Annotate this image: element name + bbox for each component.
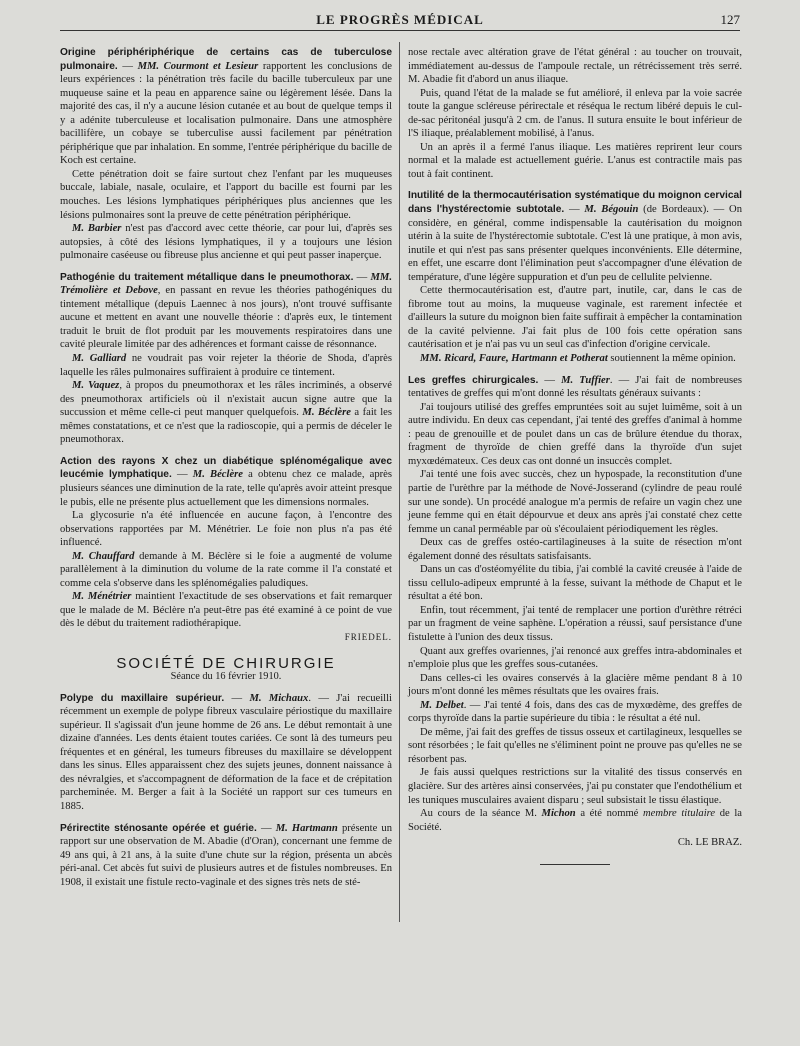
article-paragraph: Cette pénétration doit se faire surtout chez l'enfant par les muqueuses buccale, labiale, nasale, oculaire, et l'apport du bacille est fourni par les mouches. Les lésions lymphatiques périphériques plus anciennes que les lésions pulmonaires sont la preuve de cette pénétration périphérique. [60, 168, 392, 221]
article-paragraph: Inutilité de la thermocautérisation systématique du moignon cervical dans l'hystérectomie subtotale. — M. Bégouin (de Bordeaux). — On considère, en général, comme indispensable la cautérisation du moignon utérin à la suite de l'hystérectomie subtotale. C'est là une pratique, à mon avis, inutile et qui n'est pas sans présenter quelques inconvénients. Elle détermine, en effet, une escarre dont l'élimination peut s'accompagner d'une élévation de température, d'une légère suppuration et d'un peu de cellulite pelvienne. [408, 190, 743, 283]
article-greffes [408, 374, 742, 865]
speaker-name: M. Vaquez [72, 380, 120, 392]
article-paragraph: Pathogénie du traitement métallique dans le pneumothorax. — MM. Trémolière et Debove, en passant en revue les théories pathogéniques du tintement métallique (depuis Laennec à nos jours), n'ont trouvé suffisante aucune et mettent en avant une nouvelle théorie : d'après eux, le tintement traduit le bruit de flot produit par les mouvements respiratoires dans une cavité pleurale limitée par des adhérences et formant caisse de résonnance. [60, 271, 393, 351]
article-paragraph: Action des rayons X chez un diabétique splénomégalique avec leucémie lymphatique. — M. Béclère a obtenu chez ce malade, après plusieurs séances une diminution de la rate, telle qu'après avoir atteint presque le pubis, elle ne présente plus actuellement que les dimensions normales. [60, 455, 392, 508]
paragraph-text: . — J'ai recueilli récemment un exemple de polype fibreux vasculaire périostique du maxillaire supérieur. Il s'agissait d'un jeune homme de 26 ans. Le début remontait à une dizaine d'années. Les dents étaient toutes cariées. Ce sont là des tumeurs peu fréquentes et en général, les tumeurs fibreuses du maxillaire se développent dans les sinus. Elles apparaissent chez des sujets jeunes, donnent naissance à des névralgies, et s'accompagnent de déformation de la face et de crépitation parcheminée. M. Berger a fait à la Société un rapport sur ces tumeurs en 1885. [60, 692, 393, 812]
paragraph-text: . — J'ai fait de nombreuses tentatives de greffes qui m'ont donné les résultats généraux suivants : [408, 374, 742, 400]
column-divider [399, 42, 400, 922]
article-perirectite-continued [408, 46, 742, 181]
speaker-name: M. Hartmann [275, 822, 338, 834]
right-column [408, 46, 742, 865]
article-title: Polype du maxillaire supérieur. [60, 692, 225, 704]
article-title: Périrectite sténosante opérée et guérie. [60, 822, 257, 834]
article-thermocauterisation [408, 189, 742, 365]
article-title: Origine périphériphérique de certains cas de tuberculose pulmonaire. [60, 47, 392, 72]
speaker-name: M. Chauffard [72, 550, 135, 562]
speaker-name: M. Tuffier [561, 374, 610, 386]
article-rayons-x [60, 455, 392, 645]
paragraph-text: n'est pas d'accord avec cette théorie, car pour lui, d'après ses autopsies, à côté des lésions lymphatiques, il y a toujours une lésion pulmonaire caséeuse ou fibreuse plus ancienne et qui peut passer inaperçue. [60, 223, 392, 262]
article-paragraph: Quant aux greffes ovariennes, j'ai renoncé aux greffes intra-abdominales et n'emploie plus que les greffes sous-cutanées. [408, 645, 742, 671]
article-paragraph [408, 807, 742, 834]
speaker-names: MM. Trémolière et Debove [60, 271, 393, 297]
author-signature: FRIEDEL. [344, 631, 392, 642]
paragraph-text: Au cours de la séance M. [420, 808, 542, 820]
article-paragraph [60, 590, 392, 631]
article-paragraph: J'ai toujours utilisé des greffes empruntées soit au sujet luimême, soit à un autre individu. En deux cas cependant, j'ai tenté des greffes d'animal à homme : peau de grenouille et de poulet dans un cas de brûlure étendue du thorax, fragment de thyroïde de chien greffé dans la thyroïde d'un sujet myxœdémateux. Ces deux cas ont donné un insuccès complet. [408, 401, 742, 467]
speaker-name: M. Michaux [249, 692, 309, 704]
paragraph-text: soutiennent la même opinion. [607, 353, 736, 365]
paragraph-text: rapportent les conclusions de leurs expériences : la pénétration très facile du bacille tuberculeux par une muqueuse saine et la peau en apparence saine ou légèrement lésée. Dans la majorité des cas, il n'y a aucune lésion cutanée et au bout de quelque temps il y a adénite tuberculeuse et localisation pulmonaire. Dans une atmosphère bacillifère, un cobaye se tuberculise aussi facilement par pénétration périphérique que par inhalation. En somme, l'entrée périphérique du bacille de Koch est certaine. [60, 60, 392, 167]
paragraph-text: . — J'ai tenté 4 fois, dans des cas de myxœdème, des greffes de corps thyroïde dans la partie supérieure du tibia : le résultat a été nul. [408, 699, 742, 725]
page-header [60, 10, 740, 31]
article-paragraph: Polype du maxillaire supérieur. — M. Michaux. — J'ai recueilli récemment un exemple de polype fibreux vasculaire périostique du maxillaire supérieur. Il s'agissait d'un jeune homme de 26 ans. Le début remontait à une dizaine d'années. Les dents étaient toutes cariées. Ce sont là des tumeurs peu fréquentes et en général, les tumeurs fibreuses du maxillaire se développent dans les sinus. Elles apparaissent chez des sujets jeunes, donnent naissance à des névralgies, et s'accompagnent de déformation de la face et de crépitation parcheminée. M. Berger a fait à la Société un rapport sur ces tumeurs en 1885. [60, 692, 393, 812]
paragraph-text: ne voudrait pas voir rejeter la théorie de Shoda, d'après laquelle les râles pulmonaires suffiraient à produire ce tintement. [60, 353, 392, 378]
paragraph-text: a fait les mêmes constatations, et ce n'est que la radioscopie, qui a permis de déceler le pneumothorax. [60, 407, 392, 446]
society-heading [60, 654, 392, 684]
speaker-name: M. Ménétrier [72, 591, 132, 603]
article-title: Inutilité de la thermocautérisation systématique du moignon cervical dans l'hystérectomie subtotale. [408, 190, 742, 216]
speaker-names: MM. Courmont et Lesieur [137, 60, 259, 72]
article-title: Les greffes chirurgicales. [408, 374, 539, 386]
paragraph-text: présente un rapport sur une observation de M. Abadie (d'Oran), concernant une femme de 49 ans qui, à 21 ans, à la suite d'une chute sur la région, présenta un abcès péri-anal. Cet abcès fut suivi de plusieurs autres et de fistules nombreuses. En 1908, il existait une fistule recto-vaginale et des signes très nets de sté- [60, 822, 393, 888]
article-paragraph [408, 699, 742, 726]
speaker-name: M. Béclère [302, 407, 351, 419]
article-paragraph [60, 550, 392, 591]
article-paragraph: Je fais aussi quelques restrictions sur la vitalité des tissus conservés en glacière. Sur des artères ainsi conservées, j'ai pu constater que l'endothélium et les tuniques musculaires avaient disparu ; seul subsistait le tissu élastique. [408, 767, 742, 806]
article-paragraph [60, 352, 392, 379]
end-rule [540, 864, 610, 865]
paragraph-text: maintient l'exactitude de ses observations et fait remarquer que le malade de M. Béclère n'a peut-être pas été examiné à ce point de vue dès le début du traitement radiothérapique. [60, 591, 393, 630]
paragraph-text: a obtenu chez ce malade, après plusieurs séances une diminution de la rate, telle qu'après avoir atteint presque le pubis, elle ne présente plus actuellement que les dimensions normales. [60, 469, 392, 508]
speaker-names: MM. Ricard, Faure, Hartmann et Potherat [420, 353, 608, 365]
article-paragraph: Puis, quand l'état de la malade se fut amélioré, il enleva par la voie sacrée toute la gangue scléreuse périrectale et réséqua le rectum libéré depuis le cul-de-sac péritonéal jusqu'à 2 cm. de l'anus. Il sutura ensuite le bout inférieur de l'S iliaque, préalablement mobilisé, à l'anus. [408, 87, 742, 140]
paragraph-text: demande à M. Béclère si le foie a augmenté de volume parallèlement à la diminution du volume de la rate comme il l'a constaté et comme cela s'observe dans les splénomégalies paludiques. [60, 550, 392, 589]
article-pneumothorax [60, 271, 392, 447]
session-date: Séance du 16 février 1910. [170, 671, 282, 683]
article-paragraph: Un an après il a fermé l'anus iliaque. Les matières reprirent leur cours normal et la malade est actuellement guérie. L'anus est contractile mais pas tout à fait continent. [408, 141, 742, 180]
article-title: Pathogénie du traitement métallique dans le pneumothorax. [60, 271, 354, 283]
article-paragraph: Périrectite sténosante opérée et guérie. — M. Hartmann présente un rapport sur une observation de M. Abadie (d'Oran), concernant une femme de 49 ans qui, à 21 ans, à la suite d'une chute sur la région, présenta un abcès péri-anal. Cet abcès fut suivi de plusieurs autres et de fistules nombreuses. En 1908, il existait une fistule recto-vaginale et des signes très nets de sté- [60, 822, 393, 888]
paragraph-text: de la Société. [408, 808, 742, 833]
speaker-name: Michon [541, 808, 576, 820]
article-paragraph: Deux cas de greffes ostéo-cartilagineuses à la suite de résection m'ont également donné des résultats satisfaisants. [408, 537, 742, 562]
article-paragraph: J'ai tenté une fois avec succès, chez un hypospade, la reconstitution d'une partie de l'urèthre par la méthode de Nové-Josserand (cylindre de peau roulé sur une sonde). Un procédé analogue m'a permis de refaire un vagin chez une jeune femme qui en était dépourvue et deux ans après j'ai constaté chez cette femme un canal perméable par où s'écoulaient périodiquement les règles. [408, 469, 742, 535]
article-paragraph: La glycosurie n'a été influencée en aucune façon, à l'encontre des observations rapportées par M. Ménétrier. Le foie non plus n'a pas été influencé. [60, 510, 392, 549]
paragraph-text: a été nommé [575, 808, 644, 820]
article-paragraph: Enfin, tout récemment, j'ai tenté de remplacer une portion d'urèthre rétréci par un fragment de veine saphène. L'opération a réussi, sauf persistance d'une fistulette à l'union des deux tissus. [408, 604, 742, 643]
left-column [60, 46, 392, 889]
article-paragraph: Cette thermocautérisation est, d'autre part, inutile, car, dans le cas de fibrome tout au moins, la muqueuse vaginale, est rarement infectée et d'ailleurs la suture du moignon bien faite suffirait à empêcher la contamination de la cavité pelvienne. J'ai fait plus de 100 fois cette opération sans cautérisation et je n'ai pas vu un seul cas d'infection d'origine cervicale. [408, 285, 742, 351]
article-paragraph [60, 379, 392, 447]
article-title: Action des rayons X chez un diabétique splénomégalique avec leucémie lymphatique. [60, 455, 392, 481]
article-paragraph [60, 222, 392, 263]
article-paragraph [408, 352, 742, 366]
article-paragraph: Dans un cas d'ostéomyélite du tibia, j'ai comblé la cavité creusée à l'aide de tissu cellulo-adipeux emprunté à la fesse, suivant la méthode de Chaput et le résultat a été bon. [408, 564, 742, 603]
article-paragraph: Les greffes chirurgicales. — M. Tuffier. — J'ai fait de nombreuses tentatives de greffes qui m'ont donné les résultats généraux suivants : [408, 374, 742, 400]
article-tuberculose [60, 46, 392, 263]
article-polype [60, 692, 392, 814]
article-paragraph: nose rectale avec altération grave de l'état général : au toucher on trouvait, immédiatement au-dessus de l'ampoule rectale, un rétrécissement très serré. M. Abadie fit d'abord un anus iliaque. [408, 47, 742, 86]
page-number: 127 [720, 12, 740, 27]
paragraph-text: (de Bordeaux). — On considère, en général, comme indispensable la cautérisation du moignon utérin à la suite de l'hystérectomie subtotale. C'est là une pratique, à mon avis, inutile et qui n'est pas sans présenter quelques inconvénients. Elle détermine, en effet, une escarre dont l'élimination peut s'accompagner d'une élévation de température, d'une légère suppuration et d'un peu de cellulite pelvienne. [408, 204, 743, 283]
article-paragraph: De même, j'ai fait des greffes de tissus osseux et cartilagineux, lesquelles se sont résorbées ; le fait qu'elles ne s'éliminent point ne prouve pas qu'elles ne se résorbent pas. [408, 726, 742, 765]
speaker-name: M. Galliard [72, 353, 127, 365]
article-paragraph: Dans celles-ci les ovaires conservés à la glacière même pendant 8 à 10 jours m'ont donné les mêmes résultats que les ovaires frais. [408, 672, 742, 698]
article-paragraph: Origine périphériphérique de certains cas de tuberculose pulmonaire. — MM. Courmont et Lesieur rapportent les conclusions de leurs expériences : la pénétration très facile du bacille tuberculeux par une muqueuse saine et la peau en apparence saine ou légèrement lésée. Dans la majorité des cas, il n'y a aucune lésion cutanée et au bout de quelque temps il y a adénite tuberculeuse et localisation pulmonaire. Dans une atmosphère bacillifère, un cobaye se tuberculise aussi facilement par pénétration périphérique que par inhalation. En somme, l'entrée périphérique du bacille de Koch est certaine. [60, 47, 392, 167]
speaker-name: M. Delbet [420, 699, 464, 711]
speaker-name: M. Bégouin [584, 204, 639, 216]
paragraph-text: , à propos du pneumothorax et les râles incriminés, a observé des pneumothorax artificiels où il n'existait aucun signe autre que la succussion et même celle-ci peut manquer quelquefois. [60, 380, 393, 419]
running-title: LE PROGRÈS MÉDICAL [316, 12, 484, 27]
speaker-name: M. Béclère [192, 469, 243, 481]
society-title: SOCIÉTÉ DE CHIRURGIE [116, 654, 336, 672]
author-signature: Ch. LE BRAZ. [677, 837, 742, 849]
paragraph-text: , en passant en revue les théories pathogéniques du tintement métallique (depuis Laennec à nos jours), n'ont trouvé suffisante aucune et mettent en avant une nouvelle théorie : d'après eux, le tintement traduit le bruit de flot produit par les mouvements respiratoires dans une cavité pleurale limitée par des adhérences et formant caisse de résonnance. [60, 285, 392, 351]
article-perirectite [60, 822, 392, 890]
speaker-name: M. Barbier [72, 223, 122, 235]
emphasis-text: membre titulaire [643, 808, 716, 820]
